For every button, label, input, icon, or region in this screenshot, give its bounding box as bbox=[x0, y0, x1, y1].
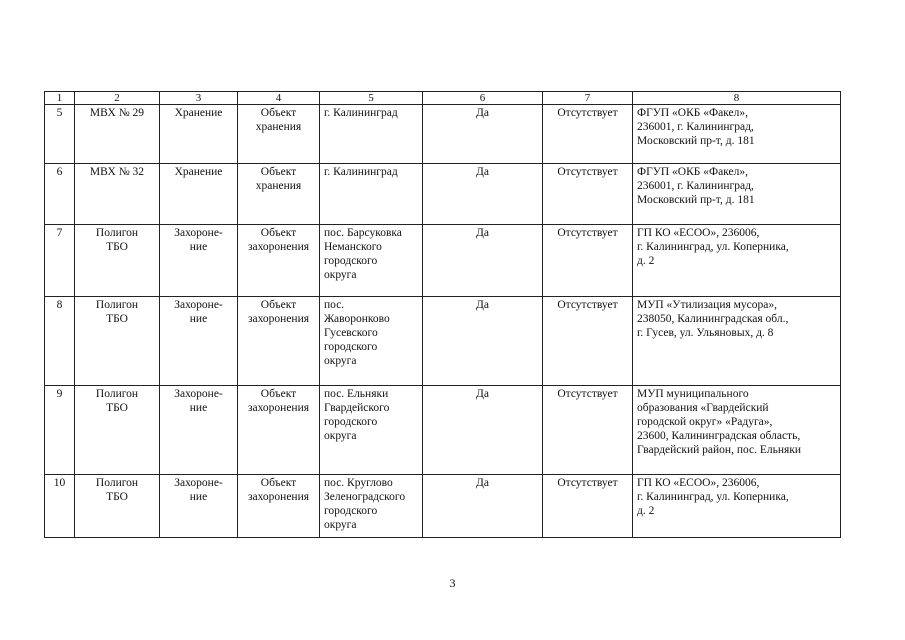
location-line: округа bbox=[324, 430, 357, 442]
facility-name-line: ТБО bbox=[106, 402, 128, 414]
location-cell bbox=[320, 386, 423, 475]
facilities-table bbox=[44, 91, 841, 538]
activity-type-line: ние bbox=[189, 313, 208, 325]
activity-type-line: Захороне- bbox=[174, 227, 223, 239]
location-line: городского bbox=[324, 505, 378, 517]
table-row bbox=[45, 105, 841, 164]
location-line: городского bbox=[324, 255, 378, 267]
location-line: Гвардейского bbox=[324, 402, 390, 414]
row-number-cell: 6 bbox=[45, 164, 75, 225]
status-cell: Отсутствует bbox=[543, 297, 633, 386]
facility-name-cell bbox=[75, 475, 160, 538]
column-number: 5 bbox=[320, 92, 423, 105]
row-number-cell: 10 bbox=[45, 475, 75, 538]
operator-line: г. Калининград, ул. Коперника, bbox=[637, 241, 789, 253]
flag-cell: Да bbox=[423, 164, 543, 225]
activity-type-line: ние bbox=[189, 402, 208, 414]
column-number: 6 bbox=[423, 92, 543, 105]
status-cell: Отсутствует bbox=[543, 386, 633, 475]
location-line: Неманского bbox=[324, 241, 382, 253]
flag-cell: Да bbox=[423, 297, 543, 386]
location-line: городского bbox=[324, 341, 378, 353]
object-type-cell bbox=[238, 386, 320, 475]
activity-type-cell bbox=[160, 386, 238, 475]
activity-type-line: Хранение bbox=[174, 107, 223, 119]
operator-line: ФГУП «ОКБ «Факел», bbox=[637, 107, 748, 119]
status-cell: Отсутствует bbox=[543, 164, 633, 225]
object-type-line: захоронения bbox=[247, 313, 310, 325]
operator-line: 236001, г. Калининград, bbox=[637, 180, 754, 192]
activity-type-cell bbox=[160, 225, 238, 297]
location-line: пос. Ельняки bbox=[324, 388, 389, 400]
column-number: 2 bbox=[75, 92, 160, 105]
object-type-line: захоронения bbox=[247, 402, 310, 414]
location-cell bbox=[320, 297, 423, 386]
facility-name-cell bbox=[75, 164, 160, 225]
activity-type-cell bbox=[160, 105, 238, 164]
facility-name-cell bbox=[75, 297, 160, 386]
object-type-cell bbox=[238, 475, 320, 538]
operator-line: 23600, Калининградская область, bbox=[637, 430, 801, 442]
facility-name-line: Полигон bbox=[95, 299, 139, 311]
location-line: пос. Барсуковка bbox=[324, 227, 402, 239]
location-line: Гусевского bbox=[324, 327, 378, 339]
activity-type-line: Захороне- bbox=[174, 388, 223, 400]
location-cell bbox=[320, 225, 423, 297]
row-number-cell: 5 bbox=[45, 105, 75, 164]
operator-line: д. 2 bbox=[637, 505, 655, 517]
operator-line: МУП «Утилизация мусора», bbox=[637, 299, 777, 311]
operator-line: 238050, Калининградская обл., bbox=[637, 313, 789, 325]
column-number: 4 bbox=[238, 92, 320, 105]
table-row bbox=[45, 475, 841, 538]
facility-name-line: МВХ № 29 bbox=[89, 107, 145, 119]
facility-name-line: ТБО bbox=[106, 313, 128, 325]
operator-cell bbox=[633, 475, 841, 538]
location-line: округа bbox=[324, 519, 357, 531]
operator-line: Гвардейский район, пос. Ельняки bbox=[637, 444, 802, 456]
facility-name-cell bbox=[75, 225, 160, 297]
location-line: городского bbox=[324, 416, 378, 428]
flag-cell: Да bbox=[423, 475, 543, 538]
facility-name-line: ТБО bbox=[106, 241, 128, 253]
table-row bbox=[45, 386, 841, 475]
activity-type-line: ние bbox=[189, 491, 208, 503]
operator-line: Московский пр-т, д. 181 bbox=[637, 135, 755, 147]
object-type-cell bbox=[238, 105, 320, 164]
activity-type-line: ние bbox=[189, 241, 208, 253]
operator-line: ФГУП «ОКБ «Факел», bbox=[637, 166, 748, 178]
location-line: Зеленоградского bbox=[324, 491, 406, 503]
operator-line: ГП КО «ЕСОО», 236006, bbox=[637, 477, 760, 489]
object-type-line: захоронения bbox=[247, 241, 310, 253]
facility-name-cell bbox=[75, 386, 160, 475]
facility-name-cell bbox=[75, 105, 160, 164]
object-type-line: Объект bbox=[260, 388, 297, 400]
operator-line: ГП КО «ЕСОО», 236006, bbox=[637, 227, 760, 239]
operator-cell bbox=[633, 297, 841, 386]
location-line: г. Калининград bbox=[324, 107, 398, 119]
row-number-cell: 8 bbox=[45, 297, 75, 386]
location-cell bbox=[320, 105, 423, 164]
object-type-line: Объект bbox=[260, 227, 297, 239]
facility-name-line: Полигон bbox=[95, 227, 139, 239]
location-line: округа bbox=[324, 269, 357, 281]
operator-line: д. 2 bbox=[637, 255, 655, 267]
object-type-line: Объект bbox=[260, 107, 297, 119]
flag-cell: Да bbox=[423, 105, 543, 164]
object-type-line: хранения bbox=[255, 121, 302, 133]
column-number: 3 bbox=[160, 92, 238, 105]
location-line: пос. Круглово bbox=[324, 477, 393, 489]
flag-cell: Да bbox=[423, 386, 543, 475]
object-type-cell bbox=[238, 297, 320, 386]
page-number: 3 bbox=[449, 576, 456, 590]
facility-name-line: Полигон bbox=[95, 477, 139, 489]
status-cell: Отсутствует bbox=[543, 225, 633, 297]
object-type-line: Объект bbox=[260, 166, 297, 178]
activity-type-cell bbox=[160, 475, 238, 538]
operator-line: Московский пр-т, д. 181 bbox=[637, 194, 755, 206]
activity-type-line: Захороне- bbox=[174, 299, 223, 311]
column-number: 8 bbox=[633, 92, 841, 105]
activity-type-cell bbox=[160, 297, 238, 386]
activity-type-line: Хранение bbox=[174, 166, 223, 178]
status-cell: Отсутствует bbox=[543, 475, 633, 538]
location-line: г. Калининград bbox=[324, 166, 398, 178]
table-body bbox=[45, 92, 841, 538]
row-number-cell: 7 bbox=[45, 225, 75, 297]
table-row bbox=[45, 225, 841, 297]
object-type-line: хранения bbox=[255, 180, 302, 192]
activity-type-cell bbox=[160, 164, 238, 225]
object-type-line: Объект bbox=[260, 477, 297, 489]
operator-cell bbox=[633, 225, 841, 297]
operator-line: образования «Гвардейский bbox=[637, 402, 769, 414]
operator-line: МУП муниципального bbox=[637, 388, 749, 400]
operator-line: г. Калининград, ул. Коперника, bbox=[637, 491, 789, 503]
facility-name-line: МВХ № 32 bbox=[89, 166, 145, 178]
flag-cell: Да bbox=[423, 225, 543, 297]
operator-cell bbox=[633, 164, 841, 225]
object-type-cell bbox=[238, 225, 320, 297]
column-number: 1 bbox=[45, 92, 75, 105]
table-row bbox=[45, 297, 841, 386]
object-type-cell bbox=[238, 164, 320, 225]
object-type-line: захоронения bbox=[247, 491, 310, 503]
operator-line: городской округ» «Радуга», bbox=[637, 416, 773, 428]
activity-type-line: Захороне- bbox=[174, 477, 223, 489]
facility-name-line: Полигон bbox=[95, 388, 139, 400]
operator-line: г. Гусев, ул. Ульяновых, д. 8 bbox=[637, 327, 774, 339]
status-cell: Отсутствует bbox=[543, 105, 633, 164]
location-cell bbox=[320, 164, 423, 225]
facility-name-line: ТБО bbox=[106, 491, 128, 503]
location-line: округа bbox=[324, 355, 357, 367]
table-row bbox=[45, 164, 841, 225]
column-number-row bbox=[45, 92, 841, 105]
column-number: 7 bbox=[543, 92, 633, 105]
location-cell bbox=[320, 475, 423, 538]
location-line: пос. bbox=[324, 299, 345, 311]
operator-line: 236001, г. Калининград, bbox=[637, 121, 754, 133]
location-line: Жаворонково bbox=[324, 313, 390, 325]
operator-cell bbox=[633, 386, 841, 475]
operator-cell bbox=[633, 105, 841, 164]
object-type-line: Объект bbox=[260, 299, 297, 311]
row-number-cell: 9 bbox=[45, 386, 75, 475]
